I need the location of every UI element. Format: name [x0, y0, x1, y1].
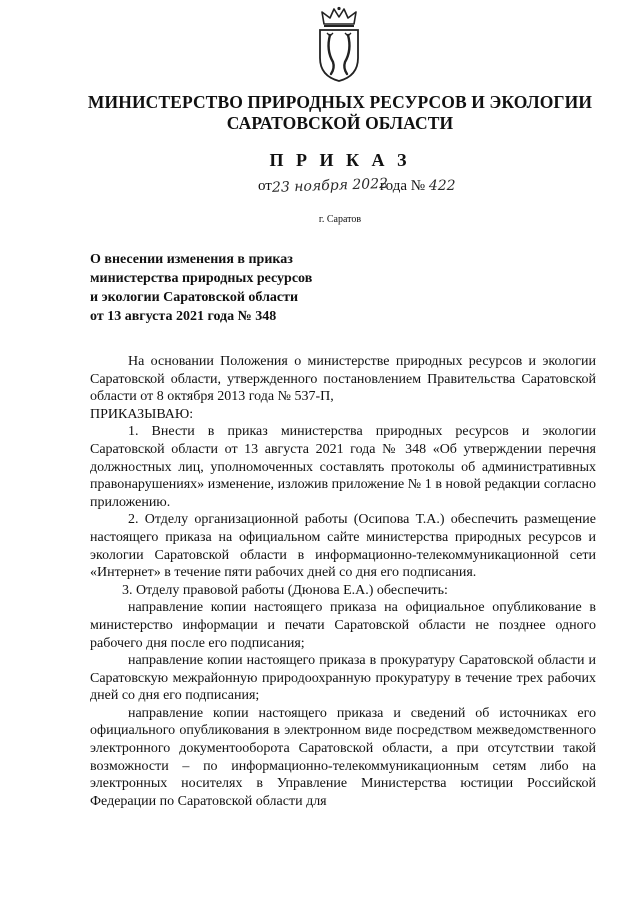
preamble-paragraph: На основании Положения о министерстве природных ресурсов и экологии Саратовской области, утвержденного постановлением Правительства Саратовской области от 8 октября 2013 года № 537-П, — [90, 354, 596, 405]
order-subject — [90, 250, 390, 326]
item-3-subparagraph-3: направление копии настоящего приказа и сведений об источниках его официального опубликования в электронном виде посредством межведомственного электронного документооборота Саратовской области, а при отсутствии такой возможности – по информационно-телекоммуникационным сетям либо на электронных носителях в Управление Министерства юстиции Российской Федерации по Саратовской области для — [90, 705, 596, 809]
order-directive: ПРИКАЗЫВАЮ: — [90, 406, 194, 422]
item-2-paragraph: 2. Отделу организационной работы (Осипова Т.А.) обеспечить размещение настоящего приказа на официальном сайте министерства природных ресурсов и экологии Саратовской области в информационно-телекоммуникационной сети «Интернет» в течение пяти рабочих дней со дня его подписания. — [90, 512, 596, 581]
ministry-name-line2: САРАТОВСКОЙ ОБЛАСТИ — [226, 113, 454, 133]
handwritten-date: 23 ноября 2022 — [271, 175, 389, 196]
order-title: П Р И К А З — [269, 150, 411, 170]
order-date-number-line — [258, 175, 489, 196]
saratov-region-coat-of-arms-icon — [316, 6, 362, 82]
item-3-subparagraph-2: направление копии настоящего приказа в прокуратуру Саратовской области и Саратовскую межрайонную природоохранную прокуратуру в течение трех рабочих дней со дня его подписания; — [90, 653, 596, 704]
from-label: от — [258, 178, 272, 194]
order-body — [90, 353, 596, 810]
subject-line2: министерства природных ресурсов — [90, 271, 313, 286]
handwritten-order-number: 422 — [428, 178, 456, 194]
subject-line3: и экологии Саратовской области — [90, 290, 299, 305]
subject-line4: от 13 августа 2021 года № 348 — [90, 309, 277, 324]
item-3-paragraph: 3. Отделу правовой работы (Дюнова Е.А.) обеспечить: — [122, 582, 448, 598]
ministry-name-line1: МИНИСТЕРСТВО ПРИРОДНЫХ РЕСУРСОВ И ЭКОЛОГИИ — [87, 92, 593, 112]
ministry-name — [60, 92, 620, 134]
year-number-label: года № — [379, 178, 426, 194]
item-1-paragraph: 1. Внести в приказ министерства природных ресурсов и экологии Саратовской области от 13 августа 2021 года № 348 «Об утверждении перечня должностных лиц, уполномоченных составлять протоколы об административных правонарушениях» изменение, изложив приложение № 1 в новой редакции согласно приложению. — [90, 424, 596, 510]
city-label: г. Саратов — [318, 214, 362, 225]
subject-line1: О внесении изменения в приказ — [90, 252, 293, 267]
item-3-subparagraph-1: направление копии настоящего приказа на официальное опубликование в министерство информации и печати Саратовской области не позднее одного рабочего дня после его подписания; — [90, 600, 596, 651]
